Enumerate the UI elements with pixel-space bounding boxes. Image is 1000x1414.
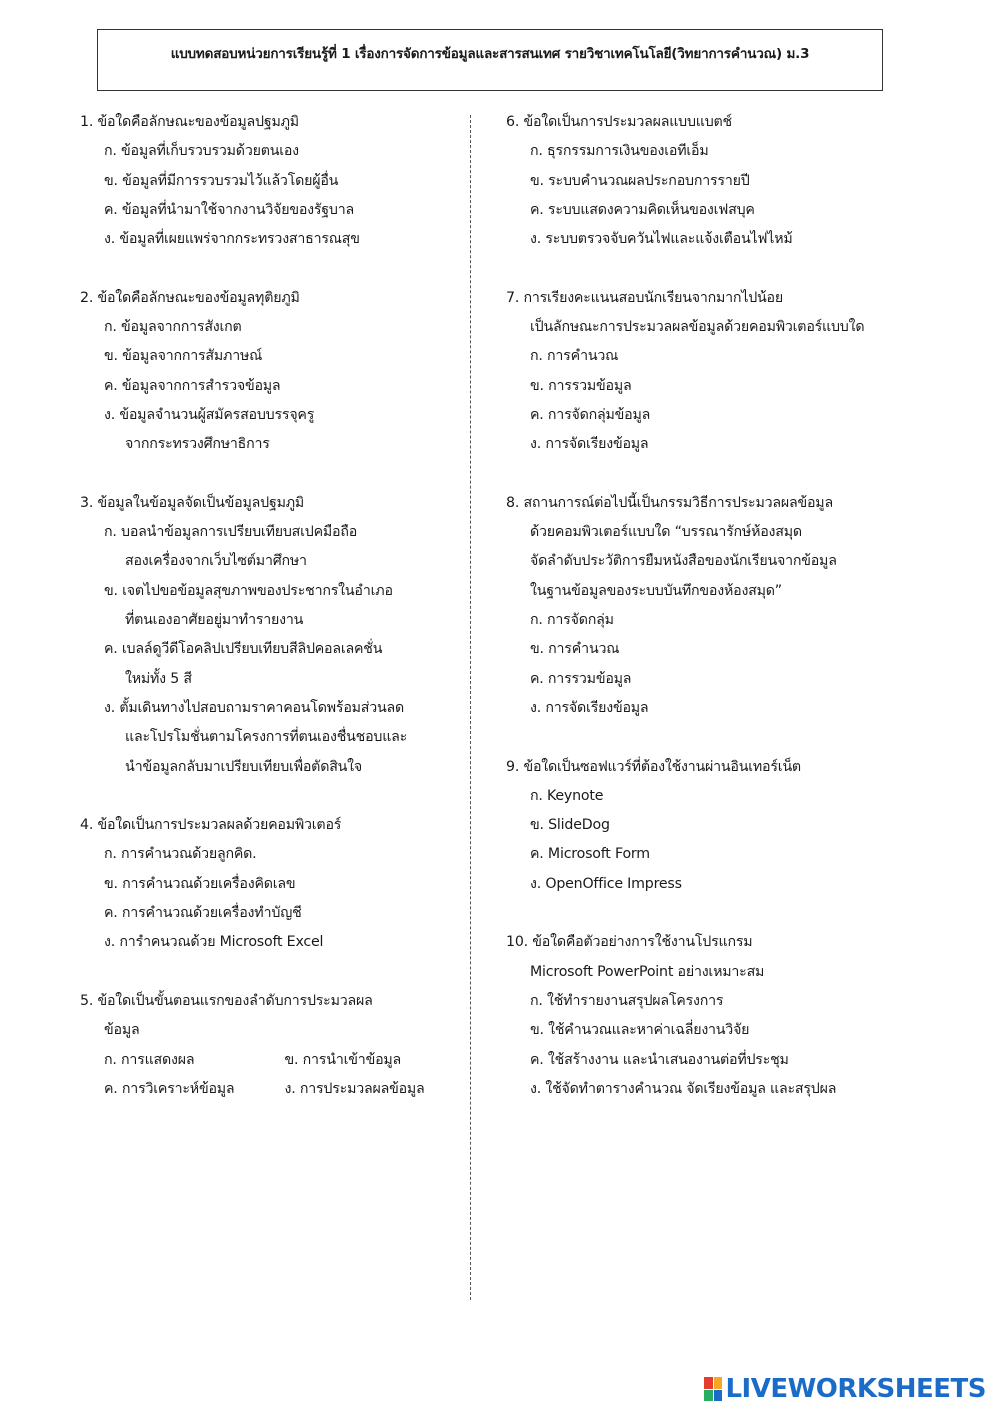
answer-option[interactable]: ง. การำคนวณด้วย Microsoft Excel [104, 934, 324, 951]
answer-option[interactable]: ข. การนำเข้าข้อมูล [284, 1051, 402, 1068]
answer-option-continued[interactable]: นำข้อมูลกลับมาเปรียบเทียบเพื่อตัดสินใจ [125, 758, 363, 775]
answer-option[interactable]: ค. Microsoft Form [530, 846, 650, 863]
answer-option[interactable]: ก. Keynote [530, 787, 604, 804]
answer-option[interactable]: ง. ข้อมูลจำนวนผู้สมัครสอบบรรจุครู [104, 406, 315, 423]
answer-option[interactable]: ค. การรวมข้อมูล [530, 670, 632, 687]
question-text-continued: เป็นลักษณะการประมวลผลข้อมูลด้วยคอมพิวเตอร์แบบใด [530, 319, 865, 336]
question-block [506, 284, 976, 460]
answer-option-continued[interactable]: สองเครื่องจากเว็บไซต์มาศึกษา [125, 553, 307, 570]
left-column [80, 108, 465, 1104]
answer-option[interactable]: ง. ระบบตรวจจับควันไฟและแจ้งเตือนไฟไหม้ [530, 231, 793, 248]
question-text-continued: ข้อมูล [104, 1022, 140, 1039]
answer-option[interactable]: ง. OpenOffice Impress [530, 875, 682, 892]
question-text: 2. ข้อใดคือลักษณะของข้อมูลทุติยภูมิ [80, 289, 300, 306]
question-text-continued: ในฐานข้อมูลของระบบบันทึกของห้องสมุด” [530, 582, 782, 599]
answer-option[interactable]: ค. เบลล์ดูวีดีโอคลิปเปรียบเทียบสีลิปคอลเลคชั่น [104, 641, 383, 658]
question-spacer [506, 460, 976, 489]
answer-option[interactable]: ก. บอลนำข้อมูลการเปรียบเทียบสเปคมือถือ [104, 524, 358, 541]
question-text: 5. ข้อใดเป็นขั้นตอนแรกของลำดับการประมวลผล [80, 992, 373, 1009]
answer-option[interactable]: ค. ข้อมูลที่นำมาใช้จากงานวิจัยของรัฐบาล [104, 201, 354, 218]
answer-option-continued[interactable]: จากกระทรวงศึกษาธิการ [125, 436, 270, 453]
question-text: 4. ข้อใดเป็นการประมวลผลด้วยคอมพิวเตอร์ [80, 817, 342, 834]
liveworksheets-logo [704, 1374, 986, 1404]
answer-option[interactable]: ข. การคำนวณด้วยเครื่องคิดเลข [104, 875, 296, 892]
answer-option[interactable]: ข. ข้อมูลจากการสัมภาษณ์ [104, 348, 263, 365]
question-block [80, 489, 465, 782]
answer-option[interactable]: ข. SlideDog [530, 817, 610, 834]
answer-option[interactable]: ข. ระบบคำนวณผลประกอบการรายปี [530, 172, 750, 189]
question-spacer [80, 254, 465, 283]
question-block [506, 489, 976, 723]
answer-option[interactable]: ข. ข้อมูลที่มีการรวบรวมไว้แล้วโดยผู้อื่น [104, 172, 339, 189]
question-text: 9. ข้อใดเป็นซอฟแวร์ที่ต้องใช้งานผ่านอินเทอร์เน็ต [506, 758, 801, 775]
question-block [506, 108, 976, 254]
question-spacer [506, 899, 976, 928]
answer-option[interactable]: ข. ใช้คำนวณและหาค่าเฉลี่ยงานวิจัย [530, 1022, 750, 1039]
question-text: 10. ข้อใดคือตัวอย่างการใช้งานโปรแกรม [506, 934, 753, 951]
question-spacer [80, 460, 465, 489]
question-text: 3. ข้อมูลในข้อมูลจัดเป็นข้อมูลปฐมภูมิ [80, 494, 305, 511]
question-text: 6. ข้อใดเป็นการประมวลผลแบบแบตช์ [506, 114, 732, 130]
question-block [80, 108, 465, 254]
answer-option[interactable]: ค. การจัดกลุ่มข้อมูล [530, 406, 651, 423]
answer-option[interactable]: ข. การคำนวณ [530, 641, 620, 658]
answer-option[interactable]: ก. การแสดงผล [104, 1051, 195, 1068]
answer-option-continued[interactable]: ใหม่ทั้ง 5 สี [125, 670, 192, 687]
question-text: 8. สถานการณ์ต่อไปนี้เป็นกรรมวิธีการประมวลผลข้อมูล [506, 494, 833, 511]
answer-option[interactable]: ง. การประมวลผลข้อมูล [284, 1080, 425, 1097]
answer-option-continued[interactable]: ที่ตนเองอาศัยอยู่มาทำรายงาน [125, 612, 304, 629]
answer-option-row [80, 1075, 465, 1104]
right-column [506, 108, 976, 1104]
liveworksheets-logo-icon [704, 1377, 722, 1401]
question-block [80, 987, 465, 1104]
question-block [506, 928, 976, 1104]
worksheet-title: แบบทดสอบหน่วยการเรียนรู้ที่ 1 เรื่องการจัดการข้อมูลและสารสนเทศ รายวิชาเทคโนโลยี(วิทยาการคำนวณ) ม.3 [170, 46, 810, 62]
question-spacer [506, 254, 976, 283]
liveworksheets-logo-text: LIVEWORKSHEETS [725, 1374, 986, 1404]
question-text: 7. การเรียงคะแนนสอบนักเรียนจากมากไปน้อย [506, 289, 783, 306]
question-spacer [80, 958, 465, 987]
answer-option[interactable]: ง. ตั้มเดินทางไปสอบถามราคาคอนโดพร้อมส่วนลด [104, 699, 405, 716]
answer-option[interactable]: ง. การจัดเรียงข้อมูล [530, 436, 649, 453]
answer-option[interactable]: ก. ข้อมูลจากการสังเกต [104, 319, 242, 336]
answer-option[interactable]: ค. การคำนวณด้วยเครื่องทำบัญชี [104, 905, 302, 922]
question-spacer [80, 782, 465, 811]
question-spacer [506, 723, 976, 752]
question-block [80, 811, 465, 957]
question-text-continued: ด้วยคอมพิวเตอร์แบบใด “บรรณารักษ์ห้องสมุด [530, 524, 802, 541]
answer-option[interactable]: ข. เจตไปขอข้อมูลสุขภาพของประชากรในอำเภอ [104, 582, 393, 599]
title-box [97, 29, 883, 91]
answer-option[interactable]: ก. ธุรกรรมการเงินของเอทีเอ็ม [530, 143, 709, 160]
answer-option[interactable]: ค. ระบบแสดงความคิดเห็นของเฟสบุค [530, 201, 755, 218]
answer-option[interactable]: ค. การวิเคราะห์ข้อมูล [104, 1080, 235, 1097]
answer-option[interactable]: ง. ข้อมูลที่เผยแพร่จากกระทรวงสาธารณสุข [104, 231, 360, 248]
answer-option[interactable]: ค. ใช้สร้างงาน และนำเสนองานต่อที่ประชุม [530, 1051, 789, 1068]
question-text-continued: จัดลำดับประวัติการยืมหนังสือของนักเรียนจากข้อมูล [530, 553, 837, 570]
answer-option-continued[interactable]: และโปรโมชั่นตามโครงการที่ตนเองชื่นชอบและ [125, 729, 408, 746]
answer-option[interactable]: ก. ข้อมูลที่เก็บรวบรวมด้วยตนเอง [104, 143, 299, 160]
question-block [506, 753, 976, 899]
question-text: 1. ข้อใดคือลักษณะของข้อมูลปฐมภูมิ [80, 114, 299, 130]
answer-option[interactable]: ก. การจัดกลุ่ม [530, 612, 614, 629]
answer-option[interactable]: ก. การคำนวณ [530, 348, 619, 365]
question-text-continued: Microsoft PowerPoint อย่างเหมาะสม [530, 963, 765, 980]
question-block [80, 284, 465, 460]
answer-option[interactable]: ข. การรวมข้อมูล [530, 377, 632, 394]
column-divider [470, 115, 471, 1300]
answer-option[interactable]: ง. ใช้จัดทำตารางคำนวณ จัดเรียงข้อมูล และสรุปผล [530, 1080, 837, 1097]
answer-option[interactable]: ก. ใช้ทำรายงานสรุปผลโครงการ [530, 992, 724, 1009]
answer-option[interactable]: ง. การจัดเรียงข้อมูล [530, 699, 649, 716]
answer-option-row [80, 1046, 465, 1075]
answer-option[interactable]: ก. การคำนวณด้วยลูกคิด. [104, 846, 257, 863]
answer-option[interactable]: ค. ข้อมูลจากการสำรวจข้อมูล [104, 377, 281, 394]
